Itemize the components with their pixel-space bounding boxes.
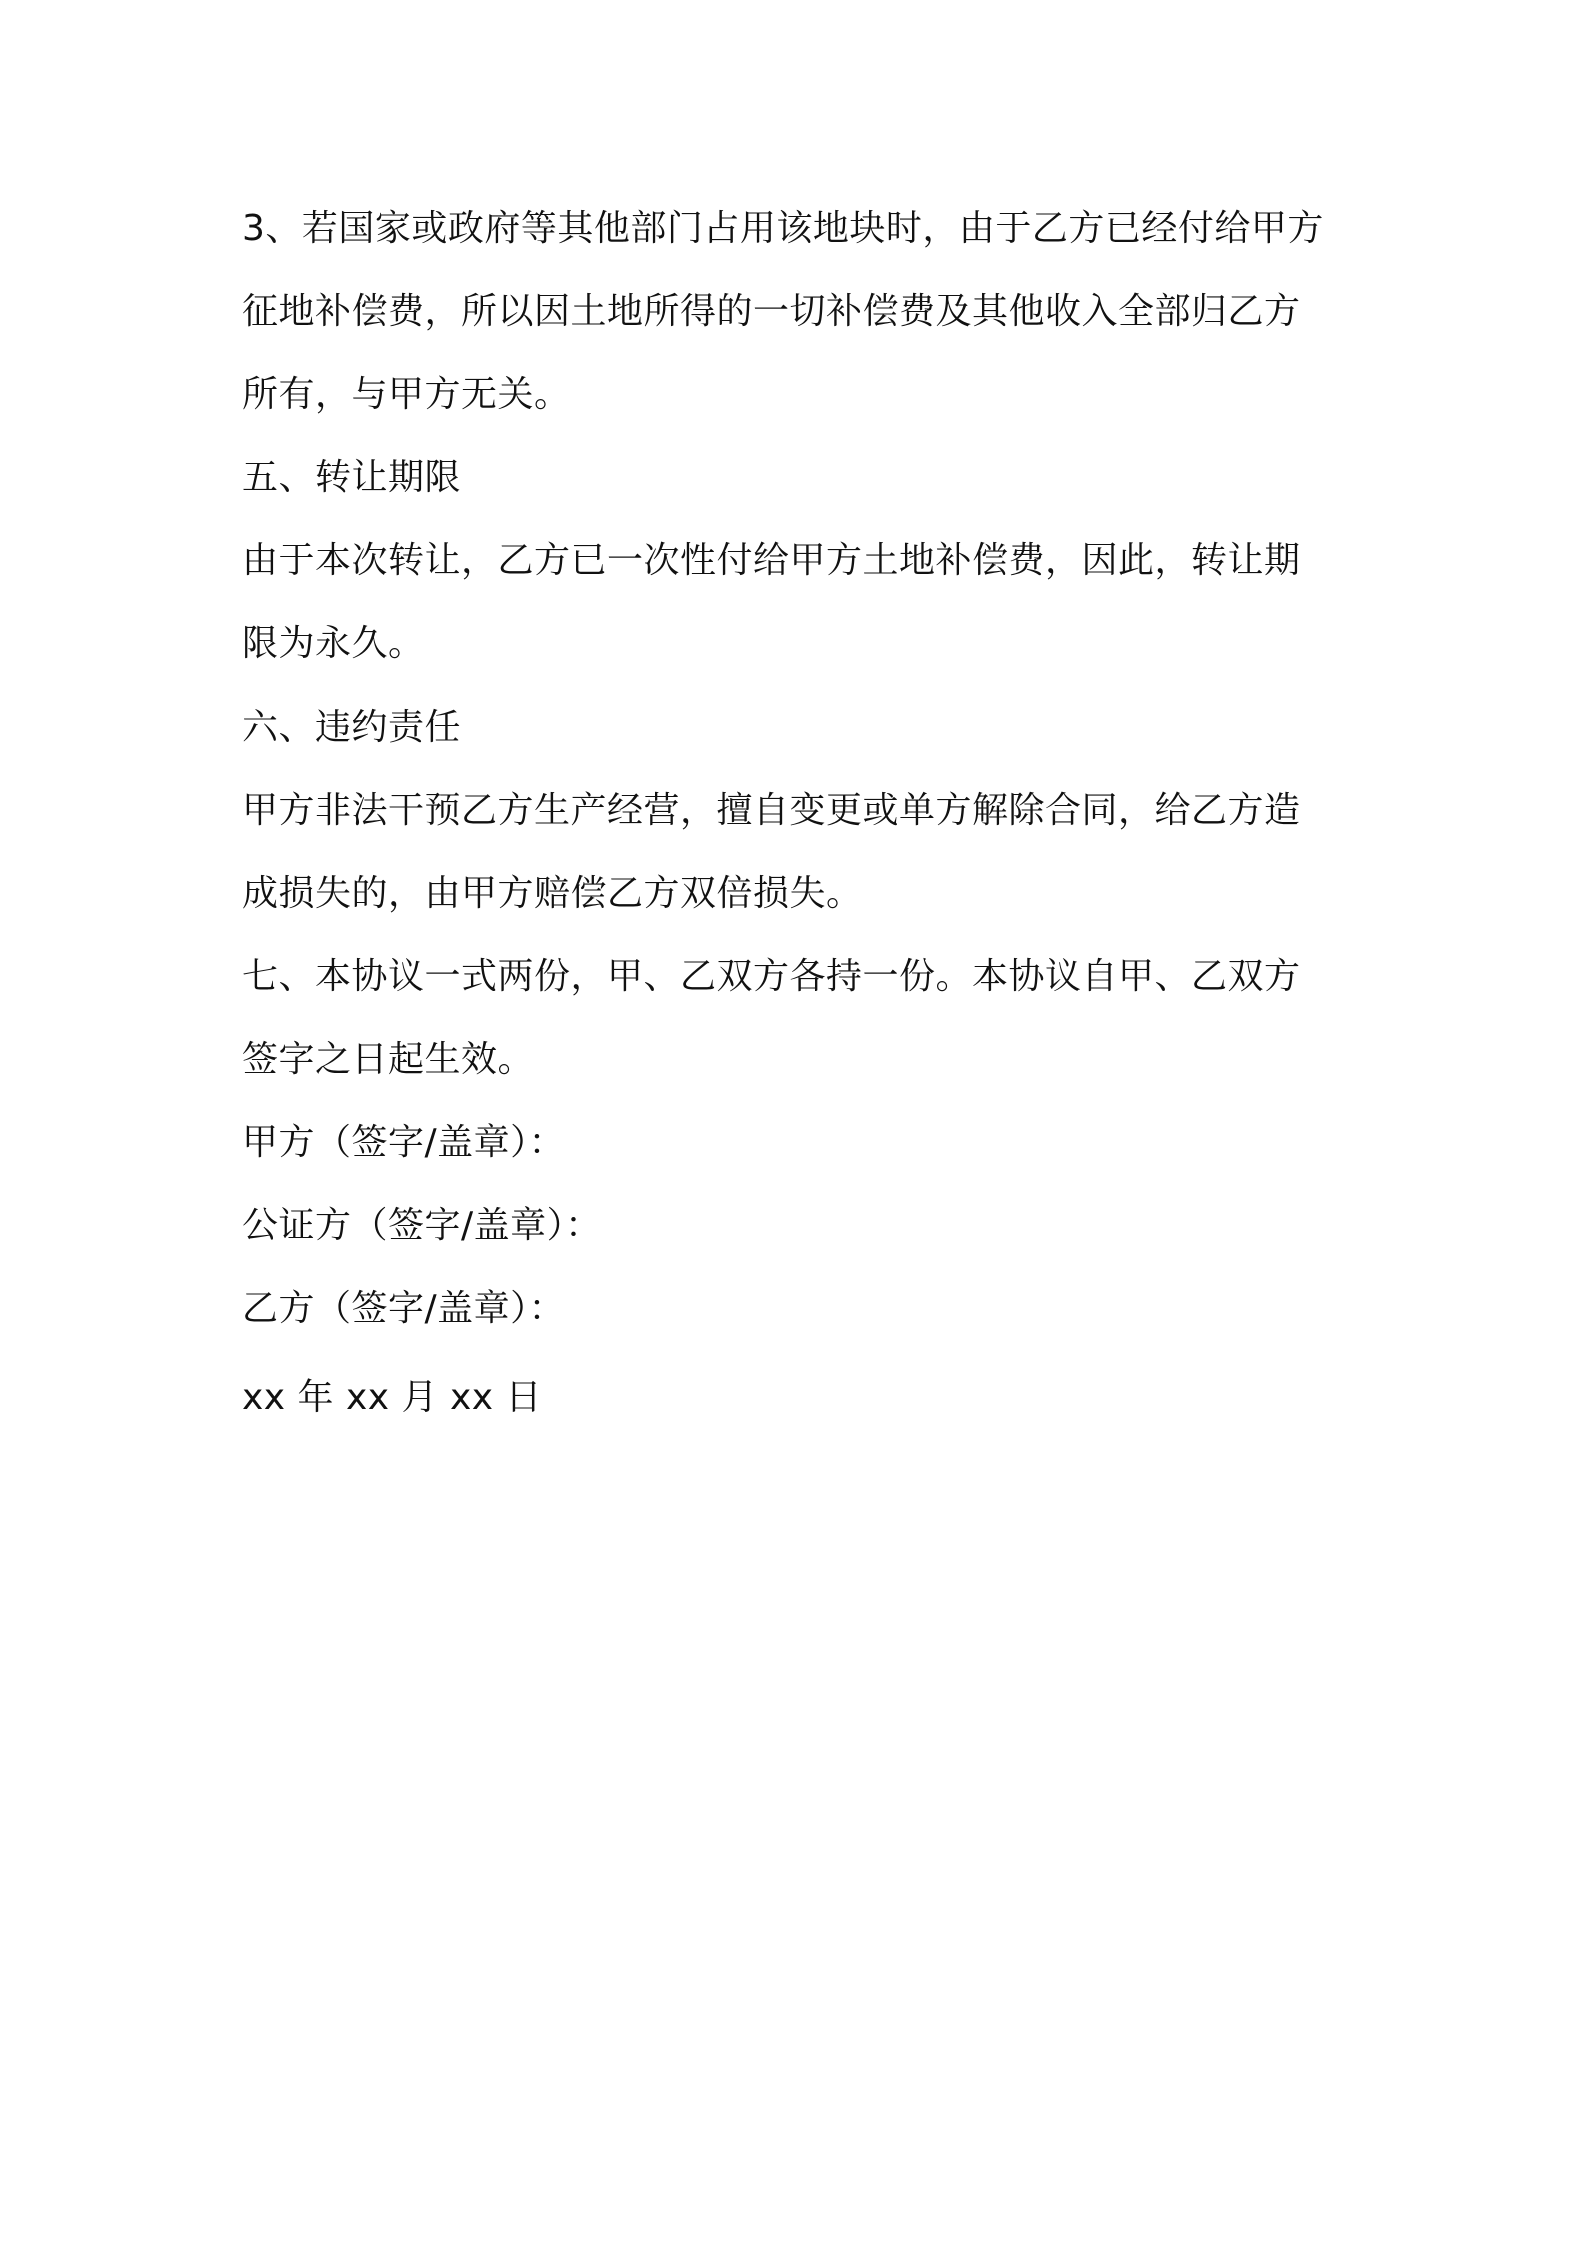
- clause-3-line-3: 所有，与甲方无关。: [242, 374, 571, 415]
- section-6-heading: 六、违约责任: [242, 707, 462, 748]
- party-b-signature: 乙方（签字/盖章）：: [242, 1288, 566, 1329]
- notary-signature: 公证方（签字/盖章）：: [242, 1205, 602, 1246]
- section-5-line-2: 限为永久。: [242, 623, 425, 664]
- section-7-line-1: 七、本协议一式两份，甲、乙双方各持一份。本协议自甲、乙双方: [242, 956, 1301, 997]
- party-a-signature: 甲方（签字/盖章）：: [242, 1122, 566, 1163]
- clause-3-line-2: 征地补偿费，所以因土地所得的一切补偿费及其他收入全部归乙方: [242, 291, 1301, 332]
- section-6-line-2: 成损失的，由甲方赔偿乙方双倍损失。: [242, 873, 863, 914]
- section-7-line-2: 签字之日起生效。: [242, 1039, 535, 1080]
- section-5-line-1: 由于本次转让，乙方已一次性付给甲方土地补偿费，因此，转让期: [242, 540, 1301, 581]
- section-6-line-1: 甲方非法干预乙方生产经营，擅自变更或单方解除合同，给乙方造: [242, 790, 1301, 831]
- section-5-heading: 五、转让期限: [242, 457, 462, 498]
- signing-date: xx 年 xx 月 xx 日: [242, 1377, 543, 1418]
- clause-3-line-1: 3、若国家或政府等其他部门占用该地块时，由于乙方已经付给甲方: [242, 208, 1324, 249]
